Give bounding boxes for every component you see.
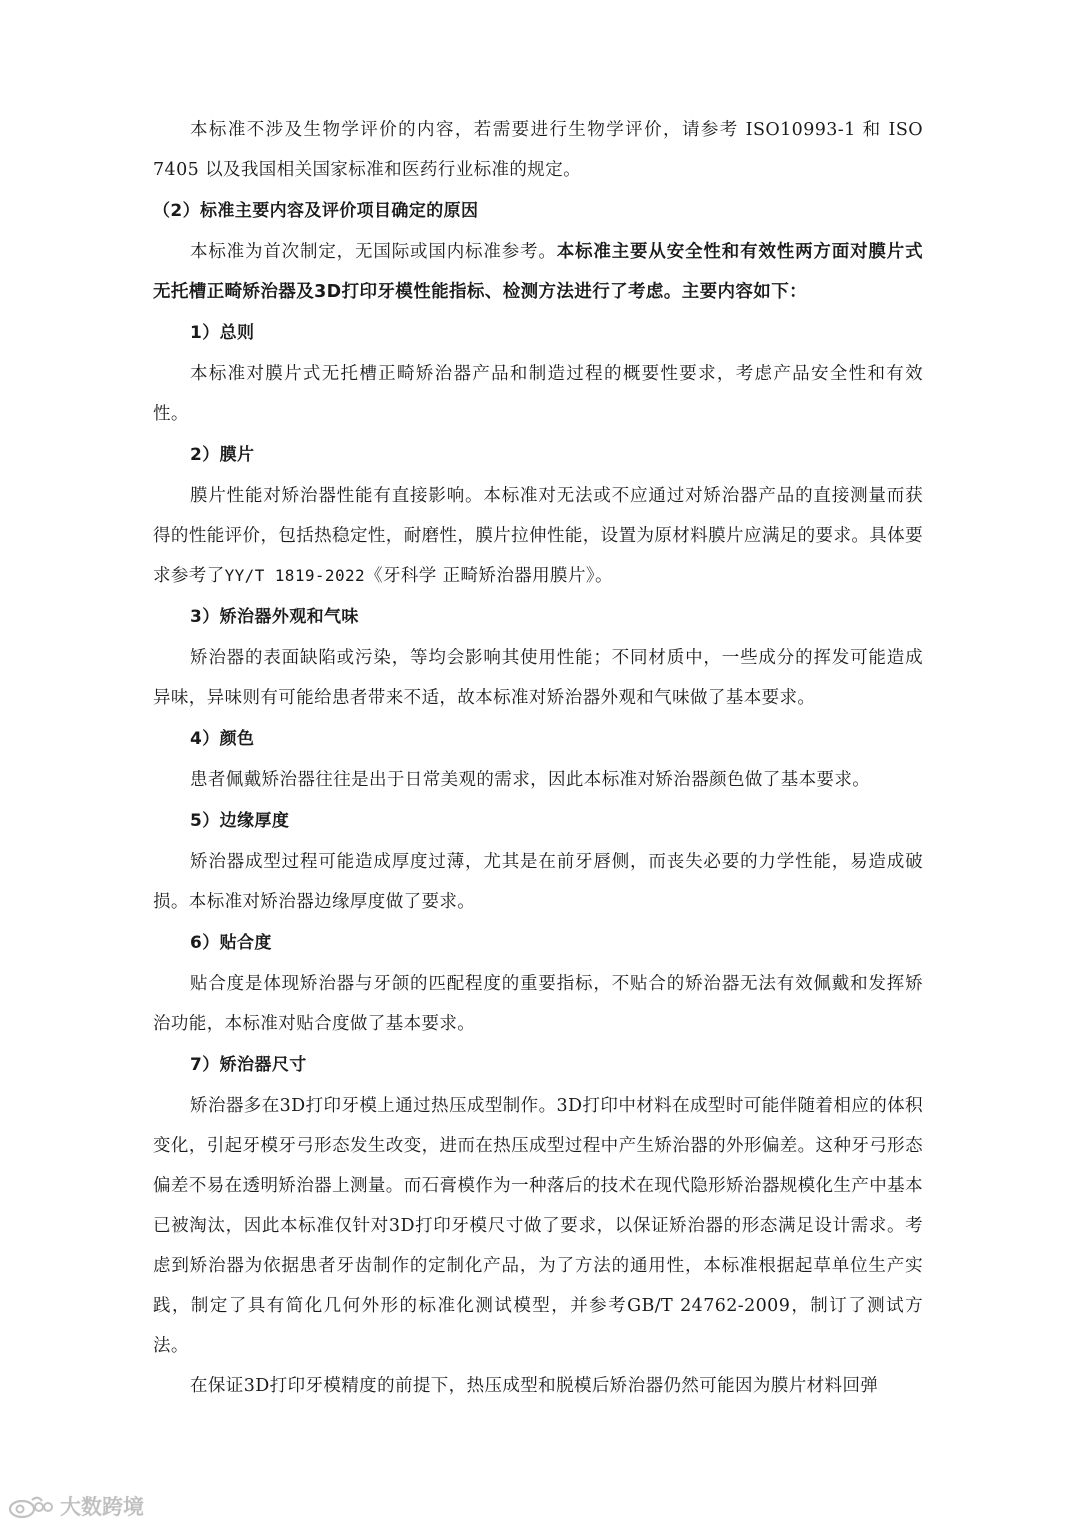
paragraph-fit: 贴合度是体现矫治器与牙颌的匹配程度的重要指标，不贴合的矫治器无法有效佩戴和发挥矫治功能，本标准对贴合度做了基本要求。 xyxy=(153,974,923,1034)
membrane-text-b: 《牙科学 正畸矫治器用膜片》。 xyxy=(365,566,613,586)
watermark-text: 大数跨境 xyxy=(60,1495,144,1519)
subheading-edge-thickness: 5）边缘厚度 xyxy=(190,811,290,831)
section-heading-main-content: （2）标准主要内容及评价项目确定的原因 xyxy=(153,201,479,221)
subheading-membrane: 2）膜片 xyxy=(190,445,255,465)
paragraph-edge-thickness: 矫治器成型过程可能造成厚度过薄，尤其是在前牙唇侧，而丧失必要的力学性能，易造成破损。本标准对矫治器边缘厚度做了要求。 xyxy=(153,852,923,912)
paragraph-membrane xyxy=(153,476,923,596)
intro-normal-text: 本标准为首次制定，无国际或国内标准参考。 xyxy=(190,242,557,262)
paragraph-color: 患者佩戴矫治器往往是出于日常美观的需求，因此本标准对矫治器颜色做了基本要求。 xyxy=(190,770,871,790)
subheading-color: 4）颜色 xyxy=(190,729,255,749)
subheading-general: 1）总则 xyxy=(190,323,255,343)
membrane-standard-code: YY/T 1819-2022 xyxy=(224,566,366,585)
subheading-appliance-size: 7）矫治器尺寸 xyxy=(190,1055,307,1075)
watermark xyxy=(8,1491,144,1521)
subheading-fit: 6）贴合度 xyxy=(190,933,272,953)
paragraph-general: 本标准对膜片式无托槽正畸矫治器产品和制造过程的概要性要求，考虑产品安全性和有效性。 xyxy=(153,364,923,424)
subheading-appearance-odor: 3）矫治器外观和气味 xyxy=(190,607,359,627)
paragraph-appearance-odor: 矫治器的表面缺陷或污染，等均会影响其使用性能；不同材质中，一些成分的挥发可能造成异味，异味则有可能给患者带来不适，故本标准对矫治器外观和气味做了基本要求。 xyxy=(153,648,923,708)
intro-bold-text: 本标准主要从安全性和有效性两方面对膜片式无托槽正畸矫治器及3D打印牙模性能指标、检测方法进行了考虑。主要内容如下： xyxy=(153,242,923,302)
weibo-logo-icon xyxy=(8,1492,54,1520)
membrane-text-a: 膜片性能对矫治器性能有直接影响。本标准对无法或不应通过对矫治器产品的直接测量而获得的性能评价，包括热稳定性，耐磨性，膜片拉伸性能，设置为原材料膜片应满足的要求。具体要求参考了 xyxy=(153,486,923,586)
paragraph-main-content-intro xyxy=(153,232,923,312)
paragraph-appliance-size: 矫治器多在3D打印牙模上通过热压成型制作。3D打印中材料在成型时可能伴随着相应的体积变化，引起牙模牙弓形态发生改变，进而在热压成型过程中产生矫治器的外形偏差。这种牙弓形态偏差不易在透明矫治器上测量。而石膏模作为一种落后的技术在现代隐形矫治器规模化生产中基本已被淘汰，因此本标准仅针对3D打印牙模尺寸做了要求，以保证矫治器的形态满足设计需求。考虑到矫治器为依据患者牙齿制作的定制化产品，为了方法的通用性，本标准根据起草单位生产实践，制定了具有简化几何外形的标准化测试模型，并参考GB/T 24762-2009，制订了测试方法。 xyxy=(153,1096,923,1356)
paragraph-biological-evaluation: 本标准不涉及生物学评价的内容，若需要进行生物学评价，请参考 ISO10993-1 和 ISO 7405 以及我国相关国家标准和医药行业标准的规定。 xyxy=(153,120,923,180)
document-body xyxy=(153,110,923,1406)
paragraph-accuracy-premise: 在保证3D打印牙模精度的前提下，热压成型和脱模后矫治器仍然可能因为膜片材料回弹 xyxy=(190,1376,879,1396)
